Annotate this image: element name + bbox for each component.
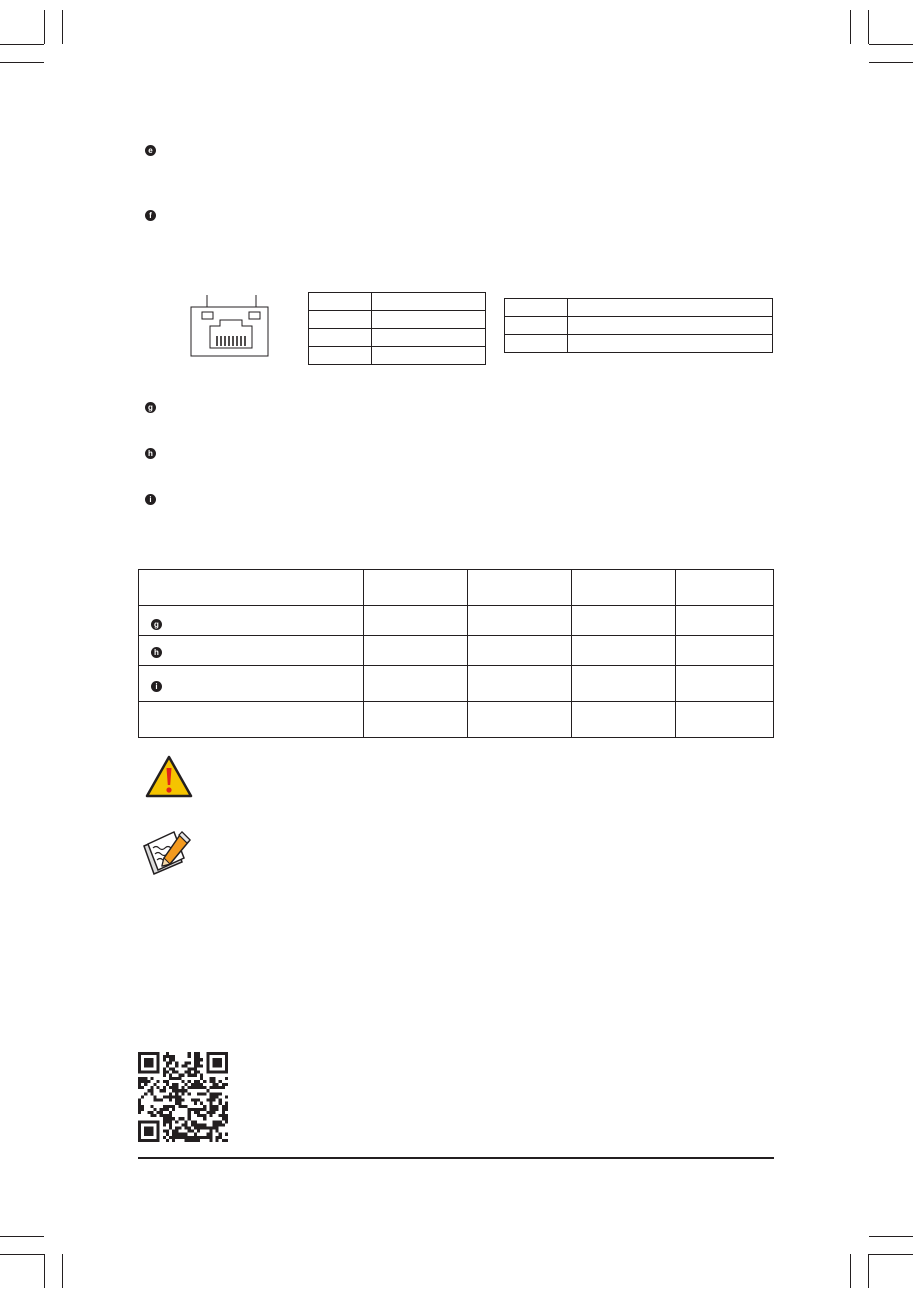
bullet-h: h	[145, 448, 156, 459]
table-row	[139, 636, 774, 666]
lan-port-diagram	[190, 290, 270, 360]
audio-config-table	[138, 569, 774, 738]
led-table-left	[308, 292, 486, 365]
table-bullet-g: g	[151, 619, 162, 630]
qr-code	[138, 1052, 228, 1142]
table-row	[139, 702, 774, 738]
table-row	[505, 335, 773, 353]
bullet-e: e	[145, 145, 156, 156]
note-pencil-icon	[138, 826, 194, 878]
led-table-right	[504, 298, 773, 353]
bullet-f: f	[145, 210, 156, 221]
bullet-i: i	[145, 494, 156, 505]
table-row	[309, 293, 486, 311]
table-bullet-i: i	[151, 681, 162, 692]
table-row	[309, 347, 486, 365]
table-row	[505, 299, 773, 317]
table-row	[139, 666, 774, 702]
table-row	[139, 606, 774, 636]
table-row	[139, 570, 774, 606]
table-bullet-h: h	[151, 647, 162, 658]
bullet-g: g	[145, 402, 156, 413]
table-row	[505, 317, 773, 335]
table-row	[309, 329, 486, 347]
warning-triangle-icon	[145, 755, 193, 799]
footer-rule	[138, 1157, 774, 1159]
table-row	[309, 311, 486, 329]
